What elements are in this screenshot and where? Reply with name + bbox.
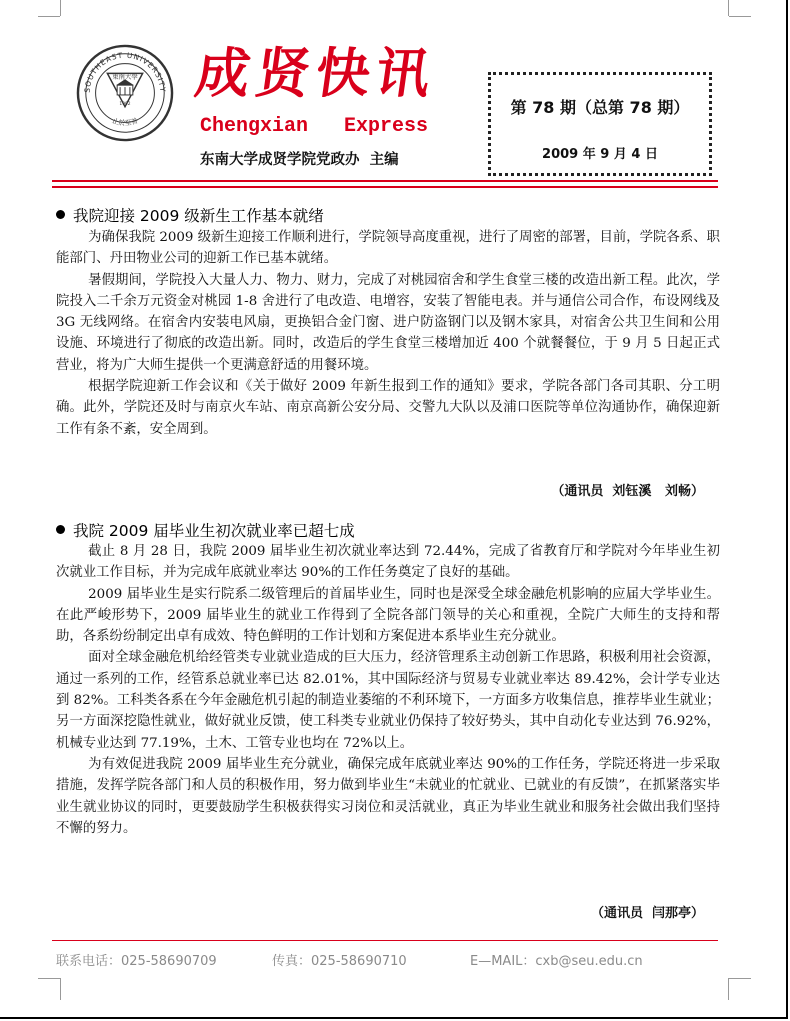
header-rule <box>52 180 718 182</box>
footer-email: E—MAIL：cxb@seu.edu.cn <box>470 954 643 969</box>
article-body <box>56 227 720 440</box>
crop-mark <box>38 16 60 17</box>
article-title: 我院迎接 2009 级新生工作基本就绪 <box>73 207 324 225</box>
footer-fax: 传真：025-58690710 <box>272 954 407 969</box>
crop-mark <box>38 978 60 979</box>
issue-number: 第 78 期（总第 78 期） <box>510 98 690 117</box>
masthead-english-title: Chengxian Express <box>200 115 429 138</box>
article-body <box>56 541 720 839</box>
article-paragraph: 面对全球金融危机给经管类专业就业造成的巨大压力，经济管理系主动创新工作思路，积极利用社会资源，通过一系列的工作，经管系总就业率已达 82.01%，其中国际经济与贸易专业就业率达 89.42%，会计学专业达到 82%。工科类各系在今年金融危机引起的制造业萎缩的不利环境下，一方面多方收集信息，推荐毕业生就业；另一方面深挖隐性就业，做好就业反馈，使工科类专业就业仍保持了较好势头，其中自动化专业达到 76.92%，机械专业达到 77.19%，土木、工管专业也均在 72%以上。 <box>56 650 721 751</box>
footer-phone: 联系电话：025-58690709 <box>56 954 217 969</box>
crop-mark <box>729 16 751 17</box>
svg-text:SOUTHEAST UNIVERSITY: SOUTHEAST UNIVERSITY <box>82 50 168 94</box>
bullet-icon <box>56 210 65 219</box>
university-seal-logo <box>76 44 174 142</box>
article-byline: （通讯员 刘钰溪 刘畅） <box>551 484 704 499</box>
svg-text:止於至善: 止於至善 <box>110 116 140 128</box>
masthead-title: 成贤快讯 <box>191 41 441 105</box>
footer-rule <box>52 940 718 941</box>
issue-date: 2009 年 9 月 4 日 <box>542 147 658 162</box>
crop-mark <box>728 0 729 16</box>
article-headline <box>56 519 355 541</box>
crop-mark <box>729 978 751 979</box>
article-paragraph: 截止 8 月 28 日，我院 2009 届毕业生初次就业率达到 72.44%，完成了省教育厅和学院对今年毕业生初次就业工作目标，并为完成年底就业率达 90%的工作任务奠定了良好的基础。 <box>56 544 720 581</box>
masthead-editor: 东南大学成贤学院党政办 主编 <box>200 152 399 168</box>
article-byline: （通讯员 闫那亭） <box>590 906 704 921</box>
article-headline <box>56 204 324 226</box>
article-paragraph: 根据学院迎新工作会议和《关于做好 2009 年新生报到工作的通知》要求，学院各部门各司其职、分工明确。此外，学院还及时与南京火车站、南京高新公安分局、交警九大队以及浦口医院等单位沟通协作，确保迎新工作有条不紊，安全周到。 <box>56 379 720 437</box>
article-paragraph: 2009 届毕业生是实行院系二级管理后的首届毕业生，同时也是深受全球金融危机影响的应届大学毕业生。在此严峻形势下，2009 届毕业生的就业工作得到了全院各部门领导的关心和重视，全院广大师生的支持和帮助，各系纷纷制定出卓有成效、特色鲜明的工作计划和方案促进本系毕业生充分就业。 <box>56 586 720 645</box>
bullet-icon <box>56 525 65 534</box>
article-paragraph: 为有效促进我院 2009 届毕业生充分就业，确保完成年底就业率达 90%的工作任务，学院还将进一步采取措施，发挥学院各部门和人员的积极作用，努力做到毕业生“未就业的忙就业、已就业的有反馈”，在抓紧落实毕业生就业协议的同时，更要鼓励学生积极获得实习岗位和灵活就业，真正为毕业生就业和服务社会做出我们坚持不懈的努力。 <box>56 756 720 836</box>
crop-mark <box>60 0 61 16</box>
svg-text:1902: 1902 <box>119 101 131 107</box>
crop-mark <box>60 978 61 1000</box>
article-paragraph: 为确保我院 2009 级新生迎接工作顺利进行，学院领导高度重视，进行了周密的部署，目前，学院各系、职能部门、丹田物业公司的迎新工作已基本就绪。 <box>56 230 720 267</box>
issue-info-box <box>488 72 712 176</box>
header-rule <box>52 186 718 188</box>
article-paragraph: 暑假期间，学院投入大量人力、物力、财力，完成了对桃园宿舍和学生食堂三楼的改造出新工程。此次，学院投入二千余万元资金对桃园 1-8 舍进行了电改造、电增容，安装了智能电表。并与通信公司合作，布设网线及 3G 无线网络。在宿舍内安装电风扇，更换铝合金门窗、进户防盗钢门以及钢木家具，对宿舍公共卫生间和公用设施、环境进行了彻底的改造出新。同时，改造后的学生食堂三楼增加近 400 个就餐餐位，于 9 月 5 日起正式营业，将为广大师生提供一个更满意舒适的用餐环境。 <box>56 272 720 373</box>
svg-text:東南大學: 東南大學 <box>112 72 138 81</box>
article-title: 我院 2009 届毕业生初次就业率已超七成 <box>73 522 355 540</box>
crop-mark <box>728 978 729 1000</box>
